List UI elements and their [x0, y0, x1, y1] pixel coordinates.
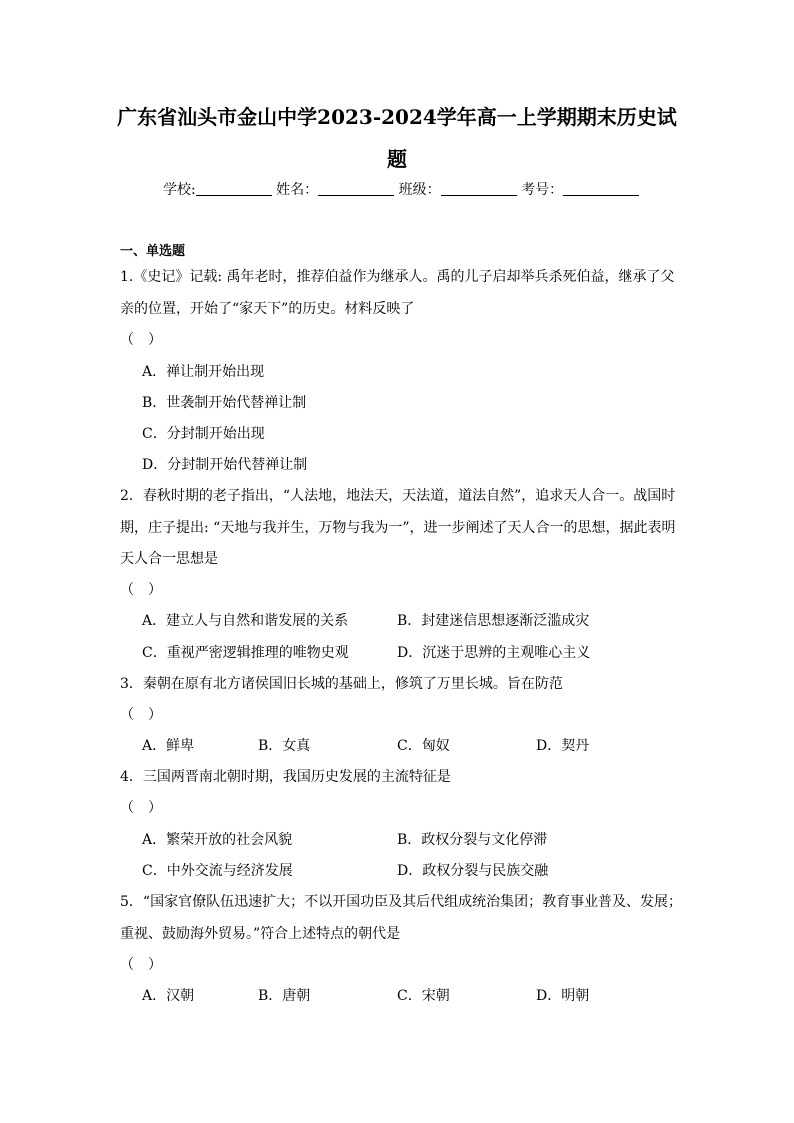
question-5-answer-paren: （ ）	[120, 957, 162, 973]
question-3-option-d: D．契丹	[536, 738, 590, 754]
page-title: 广东省汕头市金山中学2023-2024学年高一上学期期末历史试	[117, 105, 677, 129]
class-blank	[441, 179, 517, 196]
page-title-continued: 题	[387, 147, 407, 171]
question-4-option-b: B．政权分裂与文化停滞	[397, 832, 548, 848]
question-3-option-a: A．鲜卑	[142, 738, 195, 754]
question-2-text-line3: 天人合一思想是	[120, 551, 218, 567]
question-1-text-line2: 亲的位置，开始了“家天下”的历史。材料反映了	[120, 301, 415, 317]
question-2-text: 2．春秋时期的老子指出，“人法地，地法天，天法道，道法自然”，追求天人合一。战国时	[120, 488, 676, 504]
question-5-text: 5．“国家官僚队伍迅速扩大；不以开国功臣及其后代组成统治集团；教育事业普及、发展；	[120, 894, 683, 910]
question-2-option-a: A．建立人与自然和谐发展的关系	[142, 613, 349, 629]
question-1-text: 1.《史记》记载: 禹年老时，推荐伯益作为继承人。禹的儿子启却举兵杀死伯益，继承了父	[120, 269, 675, 285]
question-1-option-a: A．禅让制开始出现	[142, 364, 265, 380]
question-1-option-d: D．分封制开始代替禅让制	[142, 457, 308, 473]
question-3-option-b: B．女真	[258, 738, 311, 754]
question-5-option-d: D．明朝	[536, 988, 590, 1004]
question-2-answer-paren: （ ）	[120, 582, 162, 598]
class-label: 班级：	[398, 182, 441, 198]
question-2-option-d: D．沉迷于思辨的主观唯心主义	[397, 645, 591, 661]
school-blank	[196, 179, 272, 196]
exam-number-label: 考号：	[521, 182, 564, 198]
question-4-text: 4．三国两晋南北朝时期，我国历史发展的主流特征是	[120, 769, 451, 785]
question-4-option-a: A．繁荣开放的社会风貌	[142, 832, 293, 848]
question-4-answer-paren: （ ）	[120, 800, 162, 816]
section-heading: 一、单选题	[120, 244, 186, 259]
question-4-option-d: D．政权分裂与民族交融	[397, 863, 549, 879]
question-4-option-c: C．中外交流与经济发展	[142, 863, 293, 879]
exam-number-blank	[563, 179, 639, 196]
question-1-option-b: B．世袭制开始代替禅让制	[142, 395, 307, 411]
question-3-option-c: C．匈奴	[397, 738, 450, 754]
student-info-line	[163, 177, 639, 203]
school-label: 学校:	[163, 182, 196, 198]
name-label: 姓名：	[276, 182, 319, 198]
question-3-text: 3．秦朝在原有北方诸侯国旧长城的基础上，修筑了万里长城。旨在防范	[120, 676, 563, 692]
question-1-option-c: C．分封制开始出现	[142, 426, 265, 442]
question-2-option-b: B．封建迷信思想逐渐泛滥成灾	[397, 613, 590, 629]
question-5-option-b: B．唐朝	[258, 988, 311, 1004]
question-2-option-c: C．重视严密逻辑推理的唯物史观	[142, 645, 349, 661]
question-1-answer-paren: （ ）	[120, 332, 162, 348]
question-3-answer-paren: （ ）	[120, 707, 162, 723]
name-blank	[318, 179, 394, 196]
question-5-text-line2: 重视、鼓励海外贸易。”符合上述特点的朝代是	[120, 926, 401, 942]
question-2-text-line2: 期，庄子提出: “天地与我并生，万物与我为一”，进一步阐述了天人合一的思想，据此表明	[120, 520, 676, 536]
question-5-option-c: C．宋朝	[397, 988, 450, 1004]
question-5-option-a: A．汉朝	[142, 988, 195, 1004]
